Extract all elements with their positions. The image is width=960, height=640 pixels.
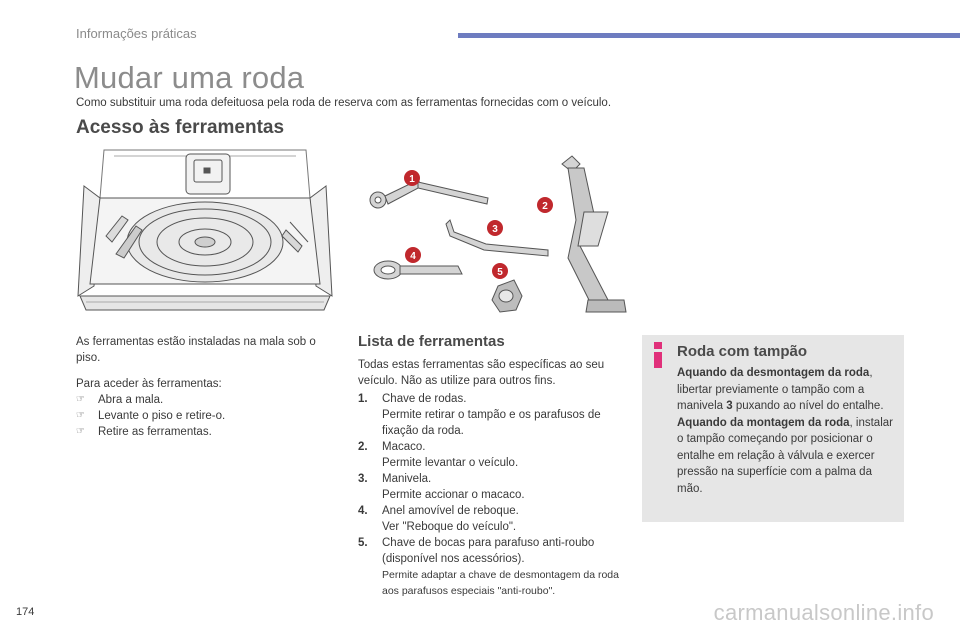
page-subtitle: Como substituir uma roda defeituosa pela roda de reserva com as ferramentas fornecidas com o veículo. [76,97,612,109]
item-number: 2. [358,441,368,453]
item-name: Macaco. [382,441,426,453]
info-text-2: puxando ao nível do entalhe. [732,400,884,412]
item-description: Permite retirar o tampão e os parafusos de fixação da roda. [382,409,601,437]
list-item [358,391,628,439]
list-item: ☞ Retire as ferramentas. [76,424,338,440]
list-item [358,439,628,471]
watermark: carmanualsonline.info [713,600,934,625]
callout-label-5: 5 [497,267,503,278]
callout-label-3: 3 [492,224,498,235]
callout-label-2: 2 [542,201,548,212]
info-title: Roda com tampão [677,343,808,360]
page-title: Mudar uma roda [74,60,305,95]
item-number: 3. [358,473,368,485]
callout-5 [492,263,508,279]
callout-3 [487,220,503,236]
info-text [677,365,899,497]
item-description: Permite levantar o veículo. [382,457,519,469]
list-item [358,535,628,599]
item-name: Chave de bocas para parafuso anti-roubo (disponível nos acessórios). [382,537,595,565]
item-description: Permite accionar o macaco. [382,489,525,501]
section-header: Informações práticas [76,26,197,41]
callout-label-4: 4 [410,251,416,262]
info-text-3: , instalar o tampão começando por posicionar o entalhe em relação à válvula e exercer pressão na superfície com a palma da mão. [677,416,893,495]
tools-list-title: Lista de ferramentas [358,333,505,350]
access-intro: As ferramentas estão instaladas na mala sob o piso. [76,336,316,364]
list-item: ☞ Levante o piso e retire-o. [76,408,338,424]
info-text-1: , libertar previamente o tampão com a manivela [677,367,873,412]
callout-2 [537,197,553,213]
info-bold-removal: Aquando da desmontagem da roda [677,367,870,379]
info-bold-fitting: Aquando da montagem da roda [677,416,850,429]
tools-illustration [358,150,628,322]
page-number: 174 [16,606,35,618]
list-item [358,503,628,535]
callout-label-1: 1 [409,174,415,185]
item-number: 5. [358,537,368,549]
header-accent-bar [458,33,960,38]
info-box [642,335,904,522]
access-column [76,334,338,440]
tools-list [358,391,628,599]
list-item: ☞ Abra a mala. [76,392,338,408]
item-name: Chave de rodas. [382,393,467,405]
item-description: Ver "Reboque do veículo". [382,521,517,533]
section-title: Acesso às ferramentas [76,117,285,138]
item-name: Anel amovível de reboque. [382,505,519,517]
item-number: 4. [358,505,368,517]
access-steps [76,392,338,440]
info-crank-number: 3 [726,400,733,412]
info-icon [652,342,664,368]
trunk-illustration [74,146,336,314]
item-description: Permite adaptar a chave de desmontagem da roda aos parafusos especiais "anti-roubo". [382,569,619,597]
list-item [358,471,628,503]
tools-intro: Todas estas ferramentas são específicas ao seu veículo. Não as utilize para outros fins. [358,359,605,387]
callout-1 [404,170,420,186]
tools-column [358,334,628,599]
callout-4 [405,247,421,263]
access-lead: Para aceder às ferramentas: [76,378,222,390]
item-number: 1. [358,393,368,405]
item-name: Manivela. [382,473,432,485]
